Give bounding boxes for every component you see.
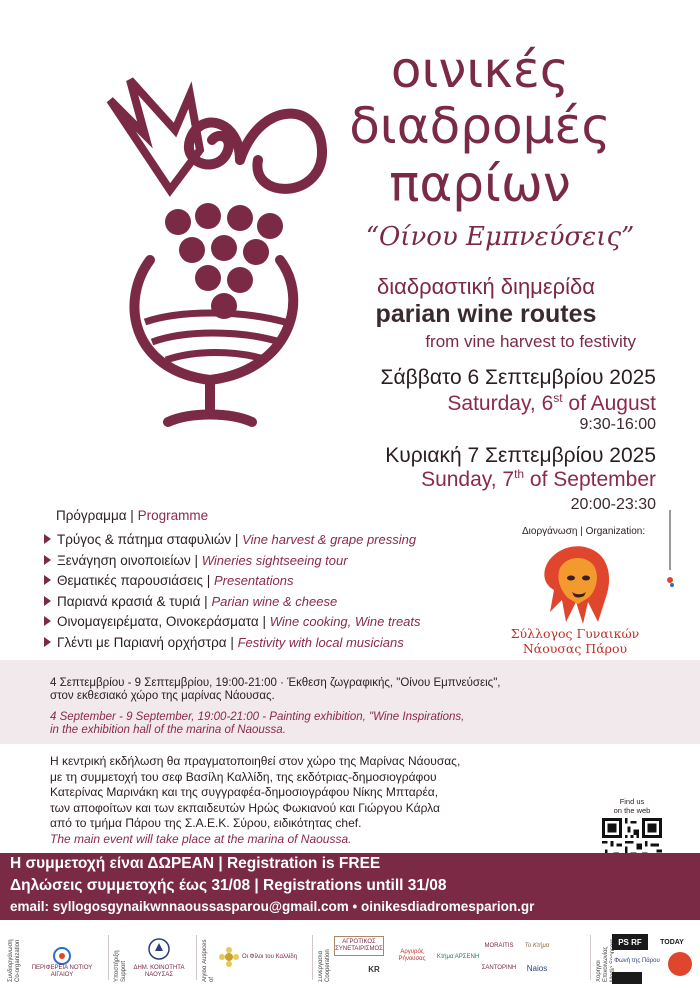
sponsor-label-media: Χορηγοί Επικοινωνίας Sponsors xyxy=(596,938,616,982)
programme-item: Ξενάγηση οινοποιείων | Wineries sightseeing tour xyxy=(44,551,421,572)
divider xyxy=(312,935,313,980)
sponsor-logo: Φωνή της Πάρου xyxy=(612,954,662,968)
triangle-bullet-icon xyxy=(44,534,51,544)
sponsor-name: ΠΕΡΙΦΕΡΕΙΑ ΝΟΤΙΟΥ ΑΙΓΑΙΟΥ xyxy=(22,966,102,978)
sponsor-logo: Οι Φίλοι του Καλλίδη xyxy=(216,936,300,978)
triangle-bullet-icon xyxy=(44,637,51,647)
organization-name: Σύλλογος Γυναικών Νάουσας Πάρου xyxy=(510,626,640,656)
tagline-english: parian wine routes xyxy=(375,300,597,328)
programme-item: Γλέντι με Παριανή ορχήστρα | Festivity with local musicians xyxy=(44,633,421,654)
registration-contact: email: syllogosgynaikwnnaoussasparou@gmail.com • oinikesdiadromesparion.gr xyxy=(10,899,535,914)
day2-greek-date: Κυριακή 7 Σεπτεμβρίου 2025 xyxy=(385,444,656,467)
day2-english-date: Sunday, 7th of September xyxy=(421,467,656,491)
programme-item: Θεματικές παρουσιάσεις | Presentations xyxy=(44,571,421,592)
crest-icon xyxy=(148,937,170,961)
color-strip-icon xyxy=(666,510,676,590)
divider xyxy=(108,935,109,980)
divider xyxy=(590,935,591,980)
triangle-bullet-icon xyxy=(44,596,51,606)
email-link[interactable]: email: syllogosgynaikwnnaoussasparou@gmail.com xyxy=(10,899,349,914)
title-quote: “Οίνου Εμπνεύσεις” xyxy=(365,222,635,252)
main-event-text: Η κεντρική εκδήλωση θα πραγματοποιηθεί στον χώρο της Μαρίνας Νάουσας, με τη συμμετοχή του σεφ Βασίλη Καλλίδη, της εκδότριας-δημοσιογράφου Κατερίνας Μαρινάκη και της συγγραφέα-δημοσιογράφου Νίκης Μπταρέα, των αποφοίτων και των εκπαιδευτών Ηρώς Φωκιανού και Γιώργου Κάρλα από το τμήμα Πάρου της Σ.Α.Ε.Κ. Σύρου, ειδικότητας chef. xyxy=(50,754,461,831)
organization-label: Διοργάνωση | Organization: xyxy=(522,526,646,537)
sponsor-label-coorg: Συνδιοργάνωση Co-organization xyxy=(8,939,21,982)
title-line-2: διαδρομές xyxy=(349,97,611,155)
sponsor-logo: KR xyxy=(364,960,384,978)
qr-caption: Find us on the web xyxy=(613,797,651,815)
triangle-bullet-icon xyxy=(44,555,51,565)
triangle-bullet-icon xyxy=(44,616,51,626)
sponsor-logo: ΑΓΡΟΤΙΚΟΣ ΣΥΝΕΤΑΙΡΙΣΜΟΣ xyxy=(334,936,384,956)
main-event-english: The main event will take place at the marina of Naoussa. xyxy=(50,832,352,846)
sponsor-name: ΔΗΜ. ΚΟΙΝΟΤΗΤΑ ΝΑΟΥΣΑΣ xyxy=(128,964,190,980)
exhibition-greek: 4 Σεπτεμβρίου - 9 Σεπτεμβρίου, 19:00-21:00 · Έκθεση ζωγραφικής, "Οίνου Εμπνεύσεις", στον εκθεσιακό χώρο της μαρίνας Νάουσας. xyxy=(50,677,501,702)
womens-association-logo xyxy=(538,542,618,626)
sponsor-logo: Αργυρός Ρήνουσας xyxy=(390,934,434,978)
registration-deadline: Δηλώσεις συμμετοχής έως 31/08 | Registrations untill 31/08 xyxy=(10,877,447,894)
website-link[interactable]: oinikesdiadromesparion.gr xyxy=(361,899,535,914)
tagline-sub: from vine harvest to festivity xyxy=(425,332,636,351)
wine-glass-logo xyxy=(90,40,350,430)
sponsor-logo: Naios xyxy=(520,958,554,978)
programme-item: Τρύγος & πάτημα σταφυλιών | Vine harvest & grape pressing xyxy=(44,530,421,551)
programme-item: Οινομαγειρέματα, Οινοκεράσματα | Wine cooking, Wine treats xyxy=(44,612,421,633)
programme-list xyxy=(44,530,421,653)
sponsor-logo xyxy=(128,934,190,964)
sponsor-logo: Κτήμα ΑΡΣΕΝΗ xyxy=(436,936,480,978)
registration-free: Η συμμετοχή είναι ΔΩΡΕΑΝ | Registration is FREE xyxy=(10,855,381,872)
divider xyxy=(196,935,197,980)
sponsor-logo: MORAITIS xyxy=(482,936,516,956)
title-line-3: παρίων xyxy=(389,155,571,213)
sponsor-logo: PS RF xyxy=(612,934,648,950)
programme-item: Παριανά κρασιά & τυριά | Parian wine & cheese xyxy=(44,592,421,613)
sponsor-logo: Το Κτήμα xyxy=(520,936,554,956)
sponsor-logo: TODAY xyxy=(652,934,692,950)
day2-time: 20:00-23:30 xyxy=(570,496,656,513)
sponsor-label-coop: Συνεργασία Cooperation xyxy=(318,949,331,982)
sponsors-bar xyxy=(0,925,700,990)
title-line-1: οινικές xyxy=(390,41,570,99)
sponsor-label-auspices: Αιγίδα Auspices of xyxy=(202,939,215,982)
sponsor-logo-dark xyxy=(612,972,642,984)
tagline-greek: διαδραστική διημερίδα xyxy=(376,274,596,299)
sponsor-label-support: Υποστήριξη Support xyxy=(114,950,127,982)
sponsor-logo: ΣΑΝΤΟΡΙΝΗ xyxy=(482,958,516,978)
day1-greek-date: Σάββατο 6 Σεπτεμβρίου 2025 xyxy=(380,366,656,389)
flower-icon xyxy=(219,947,239,967)
day1-english-date: Saturday, 6st of August xyxy=(447,391,656,415)
exhibition-english: 4 September - 9 September, 19:00-21:00 - Painting exhibition, "Wine Inspirations, in the exhibition hall of the marina of Naoussa. xyxy=(50,711,465,736)
sponsor-logo-round xyxy=(668,952,692,976)
day1-time: 9:30-16:00 xyxy=(579,416,656,433)
triangle-bullet-icon xyxy=(44,575,51,585)
programme-title: Πρόγραμμα | Programme xyxy=(56,508,209,523)
